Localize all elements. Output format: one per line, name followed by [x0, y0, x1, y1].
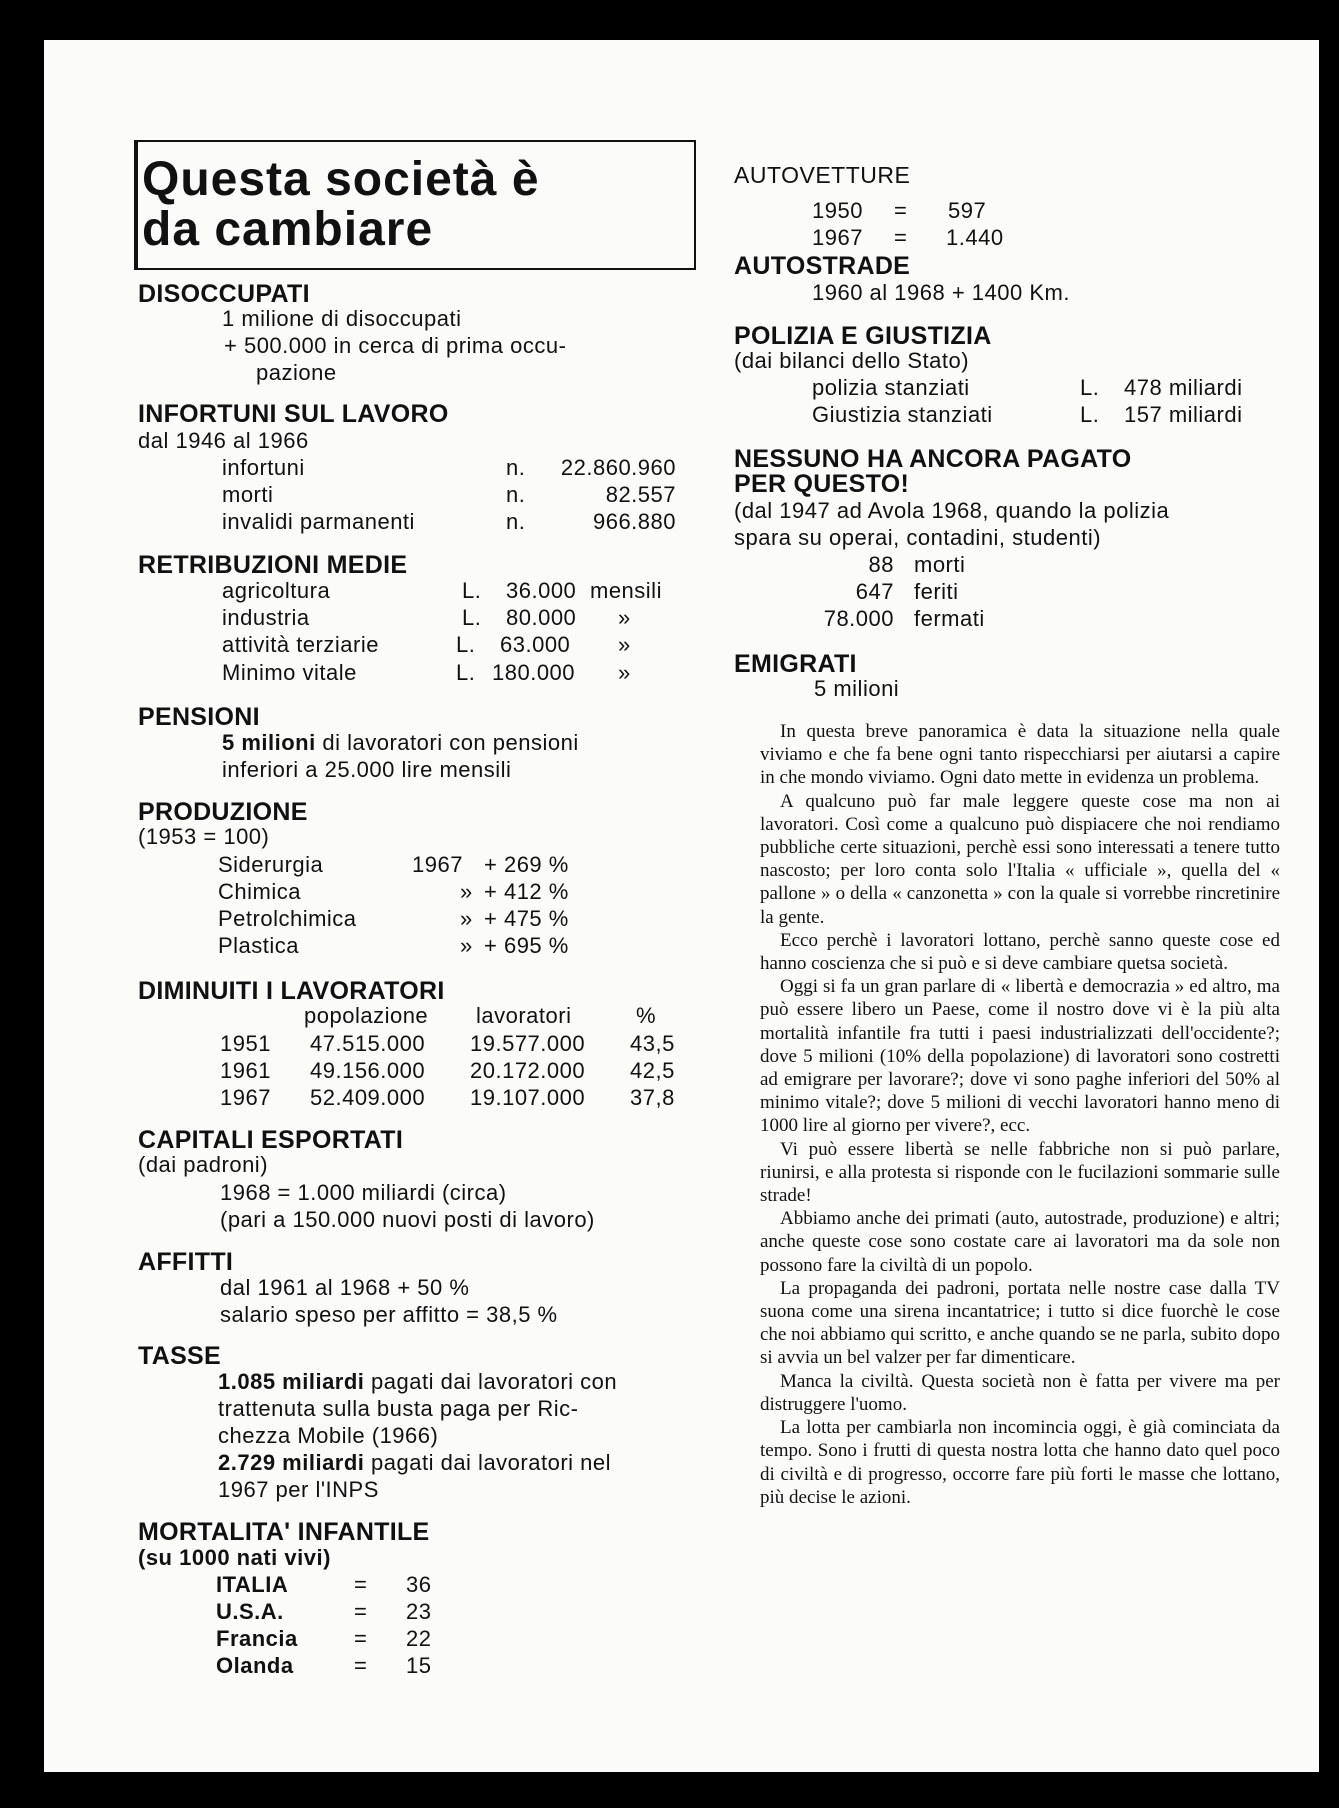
affitti-line: dal 1961 al 1968 + 50 % — [220, 1275, 470, 1300]
capitali-line: 1968 = 1.000 miliardi (circa) — [220, 1180, 507, 1205]
produzione-value: + 269 % — [484, 852, 569, 877]
pensioni-bold: 5 milioni — [222, 730, 316, 755]
title-box — [134, 140, 696, 270]
produzione-value: + 475 % — [484, 906, 569, 931]
diminuiti-year: 1951 — [220, 1031, 271, 1056]
page-title-line1: Questa società è — [142, 153, 540, 206]
infortuni-value: 966.880 — [592, 509, 676, 534]
retribuzioni-currency: L. — [462, 578, 482, 603]
tasse-line: 1967 per l'INPS — [218, 1477, 379, 1502]
infortuni-value: 22.860.960 — [560, 455, 676, 480]
autovetture-value: 1.440 — [946, 225, 1004, 250]
diminuiti-pop: 49.156.000 — [310, 1058, 426, 1083]
diminuiti-pop: 52.409.000 — [310, 1085, 426, 1110]
disoccupati-heading: DISOCCUPATI — [138, 280, 310, 308]
mortalita-value: 23 — [406, 1599, 432, 1624]
mortalita-heading: MORTALITA' INFANTILE — [138, 1518, 430, 1546]
mortalita-value: 36 — [406, 1572, 432, 1597]
diminuiti-col-header: popolazione — [304, 1003, 429, 1028]
produzione-sub: (1953 = 100) — [138, 824, 270, 849]
mortalita-value: 15 — [406, 1653, 432, 1678]
nessuno-line: (dal 1947 ad Avola 1968, quando la polizia — [734, 498, 1170, 523]
article-paragraph: Oggi si fa un gran parlare di « libertà e democrazia » ed altro, ma può essere libero un Paese, come il nostro dove vi è la più alta mortalità infantile fra tutti i paesi industrializzati dell'occidente?; dove 5 milioni (10% della popolazione) di lavoratori sono costretti ad emigrare per lavorare?; dove vi sono paghe inferiori del 50% al minimo vitale?; dove 5 milioni di vecchi lavoratori hanno meno di 1000 lire al giorno per vivere?, ecc. — [760, 976, 1280, 1137]
retribuzioni-value: 36.000 — [506, 578, 577, 603]
produzione-value: + 412 % — [484, 879, 569, 904]
retribuzioni-label: industria — [222, 605, 310, 630]
retribuzioni-label: Minimo vitale — [222, 660, 357, 685]
retribuzioni-label: agricoltura — [222, 578, 331, 603]
capitali-heading: CAPITALI ESPORTATI — [138, 1126, 404, 1154]
polizia-value: 478 miliardi — [1124, 375, 1243, 400]
retribuzioni-label: attività terziarie — [222, 632, 379, 657]
mortalita-country: ITALIA — [216, 1572, 289, 1597]
infortuni-unit: n. — [506, 455, 526, 480]
article-paragraph: A qualcuno può far male leggere queste cose ma non ai lavoratori. Così come a qualcuno può dispiacere che noi rendiamo pubbliche certe situazioni, perchè essi sono interessati a tenere tutto nascosto; per loro conta solo l'Italia « ufficiale », quella del « pallone » o della « canzonetta » con la quale si vorrebbe rincretinire la gente. — [760, 790, 1280, 928]
autovetture-year: 1950 — [812, 198, 863, 223]
article-paragraph: Manca la civiltà. Questa società non è fatta per vivere ma per distruggere l'uomo. — [760, 1370, 1280, 1415]
polizia-value: 157 miliardi — [1124, 402, 1243, 427]
polizia-label: polizia stanziati — [812, 375, 970, 400]
pensioni-line: inferiori a 25.000 lire mensili — [222, 757, 512, 782]
infortuni-label: morti — [222, 482, 274, 507]
article-paragraph: In questa breve panoramica è data la situazione nella quale viviamo e che fa bene ogni tanto rispecchiarsi per aiutarsi a capire in che mondo viviamo. Ogni dato mette in evidenza un problema. — [760, 721, 1280, 789]
polizia-currency: L. — [1080, 402, 1100, 427]
nessuno-heading: NESSUNO HA ANCORA PAGATO — [734, 445, 1132, 473]
diminuiti-pct: 37,8 — [630, 1085, 675, 1110]
pensioni-line — [222, 730, 579, 756]
diminuiti-year: 1961 — [220, 1058, 271, 1083]
diminuiti-pct: 42,5 — [630, 1058, 675, 1083]
tasse-line: trattenuta sulla busta paga per Ric- — [218, 1396, 579, 1421]
diminuiti-col-header: % — [636, 1003, 657, 1028]
mortalita-country: Olanda — [216, 1653, 294, 1678]
tasse-line — [218, 1369, 617, 1395]
tasse-line — [218, 1450, 611, 1476]
article-paragraph: Ecco perchè i lavoratori lottano, perchè sanno queste cose ed hanno coscienza che si può e si deve cambiare quetsa società. — [760, 929, 1280, 975]
affitti-heading: AFFITTI — [138, 1248, 234, 1276]
produzione-heading: PRODUZIONE — [138, 798, 308, 826]
nessuno-value: 78.000 — [823, 606, 894, 631]
mortalita-sub: (su 1000 nati vivi) — [138, 1545, 331, 1570]
disoccupati-line: pazione — [256, 360, 337, 385]
infortuni-heading: INFORTUNI SUL LAVORO — [138, 400, 449, 428]
emigrati-line: 5 milioni — [814, 676, 900, 701]
diminuiti-pct: 43,5 — [630, 1031, 675, 1056]
diminuiti-heading: DIMINUITI I LAVORATORI — [138, 977, 445, 1005]
mortalita-eq: = — [354, 1572, 368, 1597]
retribuzioni-note: » — [618, 632, 631, 657]
produzione-year: 1967 — [412, 852, 463, 877]
nessuno-label: morti — [914, 552, 966, 577]
produzione-year: » — [460, 906, 473, 931]
diminuiti-lav: 19.107.000 — [470, 1085, 586, 1110]
infortuni-sub: dal 1946 al 1966 — [138, 428, 309, 453]
tasse-line-rest: pagati dai lavoratori nel — [364, 1450, 612, 1475]
retribuzioni-heading: RETRIBUZIONI MEDIE — [138, 551, 408, 579]
retribuzioni-note: mensili — [590, 578, 662, 603]
disoccupati-line: + 500.000 in cerca di prima occu- — [224, 333, 567, 358]
infortuni-value: 82.557 — [605, 482, 676, 507]
infortuni-unit: n. — [506, 482, 526, 507]
autovetture-year: 1967 — [812, 225, 863, 250]
magazine-page — [44, 40, 1319, 1772]
diminuiti-year: 1967 — [220, 1085, 271, 1110]
autovetture-eq: = — [894, 198, 908, 223]
pensioni-line-rest: di lavoratori con pensioni — [315, 730, 579, 755]
mortalita-eq: = — [354, 1599, 368, 1624]
pensioni-heading: PENSIONI — [138, 703, 260, 731]
retribuzioni-currency: L. — [456, 632, 476, 657]
polizia-sub: (dai bilanci dello Stato) — [734, 348, 970, 373]
article-paragraph: La lotta per cambiarla non incomincia oggi, è già cominciata da tempo. Sono i frutti di questa nostra lotta che hanno dato quel poco di civiltà e di progresso, occorre fare più forti le masse che lottano, più decise le azioni. — [760, 1417, 1280, 1508]
article-paragraph: La propaganda dei padroni, portata nelle nostre case dalla TV suona come una sirena incantatrice; i tutto si dice fuorchè le cose che noi abbiamo qui scritto, e anche quando se ne parla, subito dopo si avvia un bel valzer per far dimenticare. — [760, 1277, 1280, 1369]
diminuiti-lav: 19.577.000 — [470, 1031, 586, 1056]
page-title-line2: da cambiare — [142, 203, 434, 256]
polizia-heading: POLIZIA E GIUSTIZIA — [734, 322, 992, 350]
diminuiti-lav: 20.172.000 — [470, 1058, 586, 1083]
autostrade-line: 1960 al 1968 + 1400 Km. — [812, 280, 1070, 305]
mortalita-country: U.S.A. — [216, 1599, 284, 1624]
produzione-label: Chimica — [218, 879, 301, 904]
nessuno-line: spara su operai, contadini, studenti) — [734, 525, 1102, 550]
retribuzioni-currency: L. — [462, 605, 482, 630]
capitali-sub: (dai padroni) — [138, 1152, 269, 1177]
nessuno-label: fermati — [914, 606, 985, 631]
mortalita-value: 22 — [406, 1626, 432, 1651]
infortuni-label: infortuni — [222, 455, 305, 480]
capitali-line: (pari a 150.000 nuovi posti di lavoro) — [220, 1207, 595, 1232]
produzione-label: Petrolchimica — [218, 906, 357, 931]
diminuiti-col-header: lavoratori — [476, 1003, 572, 1028]
article-paragraph: Abbiamo anche dei primati (auto, autostrade, produzione) e altri; anche queste cose sono costate care ai lavoratori ma da sole non possono fare la civiltà di un popolo. — [760, 1208, 1280, 1276]
retribuzioni-value: 80.000 — [506, 605, 577, 630]
emigrati-heading: EMIGRATI — [734, 650, 857, 678]
produzione-label: Siderurgia — [218, 852, 324, 877]
tasse-bold: 1.085 miliardi — [218, 1369, 365, 1394]
nessuno-label: feriti — [914, 579, 959, 604]
infortuni-unit: n. — [506, 509, 526, 534]
produzione-label: Plastica — [218, 933, 300, 958]
autovetture-value: 597 — [948, 198, 987, 223]
retribuzioni-value: 180.000 — [492, 660, 576, 685]
mortalita-country: Francia — [216, 1626, 298, 1651]
disoccupati-line: 1 milione di disoccupati — [222, 306, 462, 331]
infortuni-label: invalidi parmanenti — [222, 509, 415, 534]
tasse-heading: TASSE — [138, 1342, 221, 1370]
tasse-line-rest: pagati dai lavoratori con — [364, 1369, 618, 1394]
polizia-currency: L. — [1080, 375, 1100, 400]
retribuzioni-currency: L. — [456, 660, 476, 685]
nessuno-heading: PER QUESTO! — [734, 470, 910, 498]
autovetture-eq: = — [894, 225, 908, 250]
tasse-bold: 2.729 miliardi — [218, 1450, 365, 1475]
diminuiti-pop: 47.515.000 — [310, 1031, 426, 1056]
produzione-value: + 695 % — [484, 933, 569, 958]
polizia-label: Giustizia stanziati — [812, 402, 993, 427]
retribuzioni-note: » — [618, 660, 631, 685]
article-body — [760, 720, 1280, 1509]
produzione-year: » — [460, 879, 473, 904]
tasse-line: chezza Mobile (1966) — [218, 1423, 439, 1448]
autostrade-heading: AUTOSTRADE — [734, 252, 911, 280]
mortalita-eq: = — [354, 1653, 368, 1678]
article-paragraph: Vi può essere libertà se nelle fabbriche non si può parlare, riunirsi, e alla protesta si risponde con le fucilazioni sommarie sulle strade! — [760, 1138, 1280, 1207]
retribuzioni-note: » — [618, 605, 631, 630]
produzione-year: » — [460, 933, 473, 958]
mortalita-eq: = — [354, 1626, 368, 1651]
retribuzioni-value: 63.000 — [500, 632, 571, 657]
nessuno-value: 88 — [868, 552, 894, 577]
nessuno-value: 647 — [855, 579, 894, 604]
affitti-line: salario speso per affitto = 38,5 % — [220, 1302, 558, 1327]
autovetture-heading: AUTOVETTURE — [734, 162, 911, 188]
